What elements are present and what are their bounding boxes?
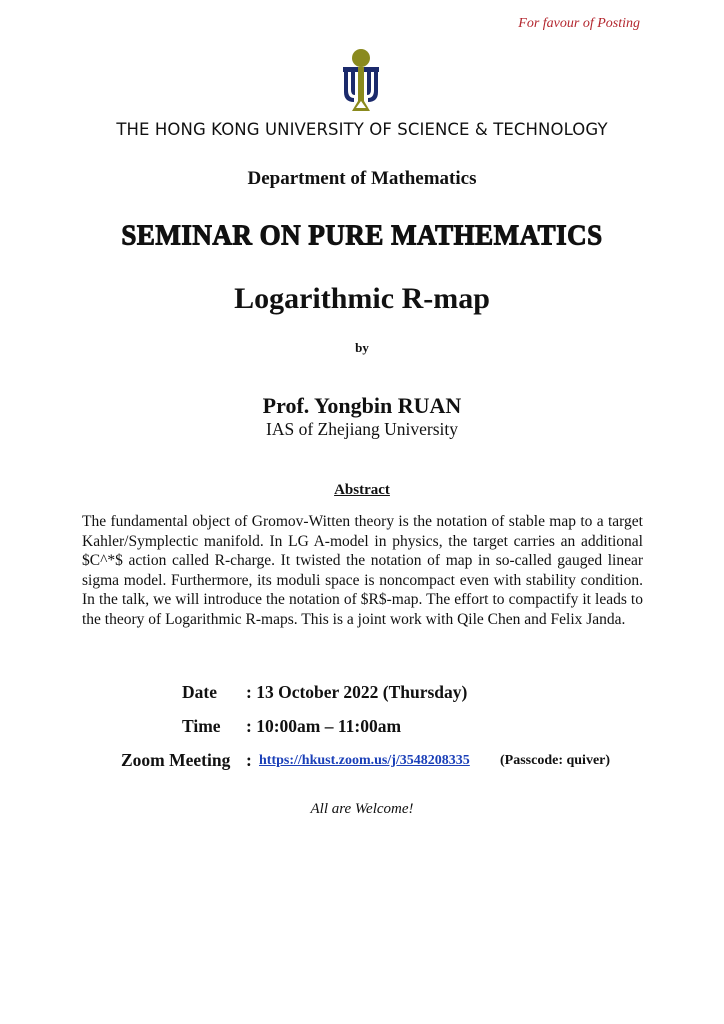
abstract-heading: Abstract xyxy=(334,482,390,498)
abstract-text: The fundamental object of Gromov-Witten theory is the notation of stable map to a target Kahler/Symplectic manifold. In LG A-model in physics, the target carries an additional $C^*$ action called R-charge. It twisted the notation of map in so-called gauged linear sigma model. Furthermore, its moduli space is noncompact even with stability condition. In the talk, we will introduce the notation of $R$-map. The effort to compactify it leads to the theory of Logarithmic R-maps. This is a joint work with Qile Chen and Felix Janda. xyxy=(82,513,643,628)
department-name: Department of Mathematics xyxy=(247,168,477,189)
zoom-separator: : xyxy=(246,750,252,770)
date-value: : 13 October 2022 (Thursday) xyxy=(246,682,468,702)
seminar-series-title: SEMINAR ON PURE MATHEMATICS xyxy=(121,219,603,251)
hkust-logo-icon xyxy=(340,48,382,112)
talk-title: Logarithmic R-map xyxy=(234,282,490,315)
time-value: : 10:00am – 11:00am xyxy=(246,716,402,736)
time-label: Time xyxy=(182,716,221,736)
posting-note: For favour of Posting xyxy=(518,16,640,31)
by-label: by xyxy=(355,340,369,355)
zoom-meeting-link[interactable]: https://hkust.zoom.us/j/3548208335 xyxy=(259,753,470,768)
speaker-affiliation: IAS of Zhejiang University xyxy=(266,419,458,439)
speaker-name: Prof. Yongbin RUAN xyxy=(262,393,462,418)
zoom-passcode: (Passcode: quiver) xyxy=(500,753,611,768)
zoom-label: Zoom Meeting xyxy=(121,750,231,770)
welcome-message: All are Welcome! xyxy=(310,801,414,817)
date-label: Date xyxy=(182,682,217,702)
university-name: THE HONG KONG UNIVERSITY OF SCIENCE & TECHNOLOGY xyxy=(116,120,608,139)
